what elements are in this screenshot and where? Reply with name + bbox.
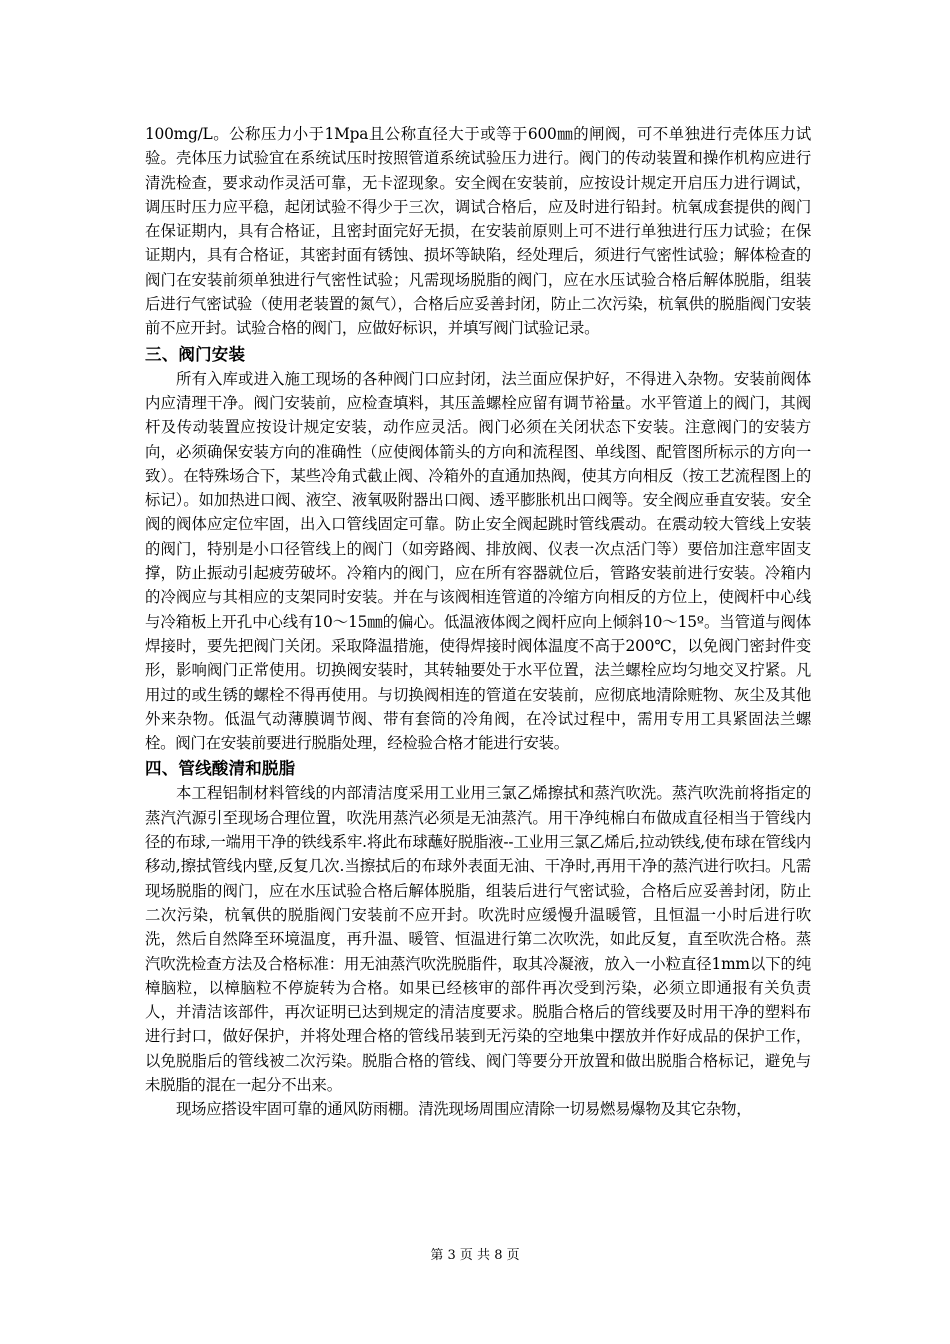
document-body: [145, 122, 811, 1122]
section-heading-pickling-degreasing: 四、管线酸清和脱脂: [145, 759, 296, 779]
paragraph-valve-installation: 所有入库或进入施工现场的各种阀门口应封闭，法兰面应保护好，不得进入杂物。安装前阀体内应清理干净。阀门安装前，应检查填料，其压盖螺栓应留有调节裕量。水平管道上的阀门，其阀杆及传动装置应按设计规定安装，动作应灵活。阀门必须在关闭状态下安装。注意阀门的安装方向，必须确保安装方向的准确性（应使阀体箭头的方向和流程图、单线图、配管图所标示的方向一致）。在特殊场合下，某些冷角式截止阀、冷箱外的直通加热阀，使其方向相反（按工艺流程图上的标记）。如加热进口阀、液空、液氧吸附器出口阀、透平膨胀机出口阀等。安全阀应垂直安装。安全阀的阀体应定位牢固，出入口管线固定可靠。防止安全阀起跳时管线震动。在震动较大管线上安装的阀门，特别是小口径管线上的阀门（如旁路阀、排放阀、仪表一次点活门等）要倍加注意牢固支撑，防止振动引起疲劳破坏。冷箱内的阀门，应在所有容器就位后，管路安装前进行安装。冷箱内的冷阀应与其相应的支架同时安装。并在与该阀相连管道的冷缩方向相反的方位上，使阀杆中心线与冷箱板上开孔中心线有10～15㎜的偏心。低温液体阀之阀杆应向上倾斜10～15º。当管道与阀体焊接时，要先把阀门关闭。采取降温措施，使得焊接时阀体温度不高于200℃，以免阀门密封件变形，影响阀门正常使用。切换阀安装时，其转轴要处于水平位置，法兰螺栓应均匀地交叉拧紧。凡用过的或生锈的螺栓不得再使用。与切换阀相连的管道在安装前，应彻底地清除赃物、灰尘及其他外来杂物。低温气动薄膜调节阀、带有套筒的冷角阀，在冷试过程中，需用专用工具紧固法兰螺栓。阀门在安装前要进行脱脂处理，经检验合格才能进行安装。: [145, 369, 811, 753]
paragraph-pickling-degreasing: 本工程铝制材料管线的内部清洁度采用工业用三氯乙烯擦拭和蒸汽吹洗。蒸汽吹洗前将指定的蒸汽汽源引至现场合理位置，吹洗用蒸汽必须是无油蒸汽。用干净纯棉白布做成直径相当于管线内径的布球,一端用干净的铁线系牢.将此布球蘸好脱脂液--工业用三氯乙烯后,拉动铁线,使布球在管线内移动,擦拭管线内壁,反复几次.当擦拭后的布球外表面无油、干净时,再用干净的蒸汽进行吹扫。凡需现场脱脂的阀门，应在水压试验合格后解体脱脂，组装后进行气密试验，合格后应妥善封闭，防止二次污染，杭氧供的脱脂阀门安装前不应开封。吹洗时应缓慢升温暖管，且恒温一小时后进行吹洗，然后自然降至环境温度，再升温、暖管、恒温进行第二次吹洗，如此反复，直至吹洗合格。蒸汽吹洗检查方法及合格标准：用无油蒸汽吹洗脱脂件，取其冷凝液，放入一小粒直径1mm以下的纯樟脑粒，以樟脑粒不停旋转为合格。如果已经核审的部件再次受到污染，必须立即通报有关负责人，并清洁该部件，再次证明已达到规定的清洁度要求。脱脂合格后的管线要及时用干净的塑料布进行封口，做好保护，并将处理合格的管线吊装到无污染的空地集中摆放并作好成品的保护工作，以免脱脂后的管线被二次污染。脱脂合格的管线、阀门等要分开放置和做出脱脂合格标记，避免与未脱脂的混在一起分不出来。: [145, 784, 811, 1094]
paragraph-valve-testing: 100mg/L。公称压力小于1Mpa且公称直径大于或等于600㎜的闸阀，可不单独进行壳体压力试验。壳体压力试验宜在系统试压时按照管道系统试验压力进行。阀门的传动装置和操作机构应进行清洗检查，要求动作灵活可靠，无卡涩现象。安全阀在安装前，应按设计规定开启压力进行调试，调压时压力应平稳，起闭试验不得少于三次，调试合格后，应及时进行铅封。杭氧成套提供的阀门在保证期内，具有合格证，且密封面完好无损，在安装前原则上可不进行单独进行压力试验；在保证期内，具有合格证，其密封面有锈蚀、损坏等缺陷，经处理后，须进行气密性试验；解体检查的阀门在安装前须单独进行气密性试验；凡需现场脱脂的阀门，应在水压试验合格后解体脱脂，组装后进行气密试验（使用老装置的氮气），合格后应妥善封闭，防止二次污染，杭氧供的脱脂阀门安装前不应开封。试验合格的阀门，应做好标识，并填写阀门试验记录。: [145, 125, 811, 338]
page-number-footer: 第 3 页 共 8 页: [430, 1248, 520, 1263]
section-heading-valve-installation: 三、阀门安装: [145, 344, 246, 364]
paragraph-shelter: 现场应搭设牢固可靠的通风防雨棚。清洗现场周围应清除一切易燃易爆物及其它杂物，: [176, 1100, 752, 1119]
